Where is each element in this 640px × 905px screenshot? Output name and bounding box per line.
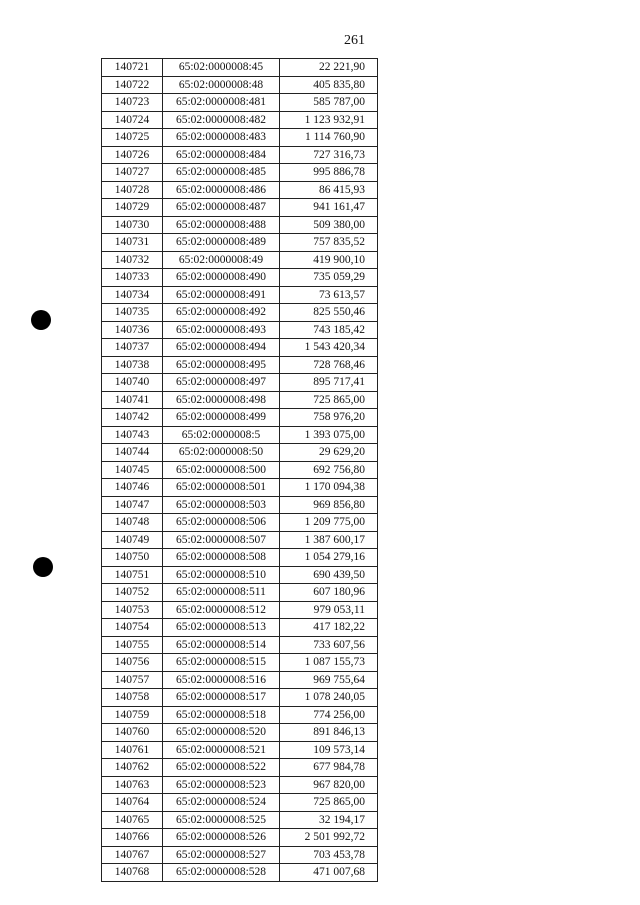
cadastral-number-cell: 65:02:0000008:481 xyxy=(163,94,280,112)
value-cell: 1 054 279,16 xyxy=(280,549,378,567)
cadastral-number-cell: 65:02:0000008:528 xyxy=(163,864,280,882)
row-number-cell: 140744 xyxy=(102,444,163,462)
value-cell: 22 221,90 xyxy=(280,59,378,77)
value-cell: 969 755,64 xyxy=(280,671,378,689)
row-number-cell: 140742 xyxy=(102,409,163,427)
cadastral-number-cell: 65:02:0000008:516 xyxy=(163,671,280,689)
cadastral-number-cell: 65:02:0000008:490 xyxy=(163,269,280,287)
table-row xyxy=(102,199,378,217)
table-row xyxy=(102,391,378,409)
cadastral-number-cell: 65:02:0000008:514 xyxy=(163,636,280,654)
cadastral-number-cell: 65:02:0000008:526 xyxy=(163,829,280,847)
cadastral-number-cell: 65:02:0000008:483 xyxy=(163,129,280,147)
table-row xyxy=(102,76,378,94)
value-cell: 585 787,00 xyxy=(280,94,378,112)
table-row xyxy=(102,444,378,462)
cadastral-number-cell: 65:02:0000008:511 xyxy=(163,584,280,602)
row-number-cell: 140757 xyxy=(102,671,163,689)
table-row xyxy=(102,829,378,847)
value-cell: 32 194,17 xyxy=(280,811,378,829)
value-cell: 690 439,50 xyxy=(280,566,378,584)
row-number-cell: 140736 xyxy=(102,321,163,339)
cadastral-number-cell: 65:02:0000008:5 xyxy=(163,426,280,444)
cadastral-number-cell: 65:02:0000008:500 xyxy=(163,461,280,479)
cadastral-number-cell: 65:02:0000008:515 xyxy=(163,654,280,672)
value-cell: 895 717,41 xyxy=(280,374,378,392)
row-number-cell: 140764 xyxy=(102,794,163,812)
row-number-cell: 140767 xyxy=(102,846,163,864)
cadastral-number-cell: 65:02:0000008:50 xyxy=(163,444,280,462)
value-cell: 1 078 240,05 xyxy=(280,689,378,707)
row-number-cell: 140754 xyxy=(102,619,163,637)
cadastral-table xyxy=(101,58,378,882)
row-number-cell: 140734 xyxy=(102,286,163,304)
value-cell: 509 380,00 xyxy=(280,216,378,234)
value-cell: 471 007,68 xyxy=(280,864,378,882)
value-cell: 405 835,80 xyxy=(280,76,378,94)
row-number-cell: 140758 xyxy=(102,689,163,707)
value-cell: 677 984,78 xyxy=(280,759,378,777)
table-row xyxy=(102,496,378,514)
punch-hole-top xyxy=(31,310,51,330)
table-row xyxy=(102,724,378,742)
cadastral-number-cell: 65:02:0000008:503 xyxy=(163,496,280,514)
row-number-cell: 140752 xyxy=(102,584,163,602)
row-number-cell: 140751 xyxy=(102,566,163,584)
cadastral-number-cell: 65:02:0000008:492 xyxy=(163,304,280,322)
row-number-cell: 140737 xyxy=(102,339,163,357)
cadastral-number-cell: 65:02:0000008:506 xyxy=(163,514,280,532)
cadastral-number-cell: 65:02:0000008:527 xyxy=(163,846,280,864)
value-cell: 1 123 932,91 xyxy=(280,111,378,129)
cadastral-number-cell: 65:02:0000008:45 xyxy=(163,59,280,77)
value-cell: 758 976,20 xyxy=(280,409,378,427)
table-row xyxy=(102,584,378,602)
row-number-cell: 140761 xyxy=(102,741,163,759)
cadastral-number-cell: 65:02:0000008:524 xyxy=(163,794,280,812)
value-cell: 757 835,52 xyxy=(280,234,378,252)
value-cell: 967 820,00 xyxy=(280,776,378,794)
table-row xyxy=(102,479,378,497)
row-number-cell: 140753 xyxy=(102,601,163,619)
row-number-cell: 140756 xyxy=(102,654,163,672)
value-cell: 727 316,73 xyxy=(280,146,378,164)
value-cell: 1 543 420,34 xyxy=(280,339,378,357)
cadastral-number-cell: 65:02:0000008:501 xyxy=(163,479,280,497)
row-number-cell: 140729 xyxy=(102,199,163,217)
table-row xyxy=(102,689,378,707)
value-cell: 607 180,96 xyxy=(280,584,378,602)
page-number: 261 xyxy=(344,33,365,48)
row-number-cell: 140732 xyxy=(102,251,163,269)
value-cell: 825 550,46 xyxy=(280,304,378,322)
value-cell: 1 387 600,17 xyxy=(280,531,378,549)
table-row xyxy=(102,304,378,322)
row-number-cell: 140738 xyxy=(102,356,163,374)
cadastral-number-cell: 65:02:0000008:522 xyxy=(163,759,280,777)
table-row xyxy=(102,164,378,182)
table-row xyxy=(102,794,378,812)
cadastral-number-cell: 65:02:0000008:507 xyxy=(163,531,280,549)
cadastral-number-cell: 65:02:0000008:495 xyxy=(163,356,280,374)
cadastral-number-cell: 65:02:0000008:521 xyxy=(163,741,280,759)
cadastral-number-cell: 65:02:0000008:488 xyxy=(163,216,280,234)
cadastral-number-cell: 65:02:0000008:485 xyxy=(163,164,280,182)
table-row xyxy=(102,654,378,672)
row-number-cell: 140760 xyxy=(102,724,163,742)
table-row xyxy=(102,531,378,549)
table-row xyxy=(102,846,378,864)
value-cell: 419 900,10 xyxy=(280,251,378,269)
table-row xyxy=(102,811,378,829)
row-number-cell: 140750 xyxy=(102,549,163,567)
cadastral-number-cell: 65:02:0000008:510 xyxy=(163,566,280,584)
row-number-cell: 140748 xyxy=(102,514,163,532)
cadastral-number-cell: 65:02:0000008:525 xyxy=(163,811,280,829)
value-cell: 735 059,29 xyxy=(280,269,378,287)
value-cell: 417 182,22 xyxy=(280,619,378,637)
value-cell: 995 886,78 xyxy=(280,164,378,182)
row-number-cell: 140730 xyxy=(102,216,163,234)
table-row xyxy=(102,461,378,479)
cadastral-number-cell: 65:02:0000008:486 xyxy=(163,181,280,199)
value-cell: 728 768,46 xyxy=(280,356,378,374)
row-number-cell: 140745 xyxy=(102,461,163,479)
table-row xyxy=(102,59,378,77)
cadastral-number-cell: 65:02:0000008:520 xyxy=(163,724,280,742)
value-cell: 1 087 155,73 xyxy=(280,654,378,672)
table-row xyxy=(102,601,378,619)
value-cell: 725 865,00 xyxy=(280,794,378,812)
table-row xyxy=(102,269,378,287)
row-number-cell: 140763 xyxy=(102,776,163,794)
table-row xyxy=(102,409,378,427)
row-number-cell: 140723 xyxy=(102,94,163,112)
row-number-cell: 140721 xyxy=(102,59,163,77)
cadastral-number-cell: 65:02:0000008:523 xyxy=(163,776,280,794)
table-row xyxy=(102,94,378,112)
table-row xyxy=(102,216,378,234)
table-row xyxy=(102,356,378,374)
table-row xyxy=(102,339,378,357)
row-number-cell: 140766 xyxy=(102,829,163,847)
cadastral-number-cell: 65:02:0000008:517 xyxy=(163,689,280,707)
row-number-cell: 140755 xyxy=(102,636,163,654)
table-row xyxy=(102,864,378,882)
value-cell: 29 629,20 xyxy=(280,444,378,462)
cadastral-number-cell: 65:02:0000008:482 xyxy=(163,111,280,129)
table-row xyxy=(102,251,378,269)
table-row xyxy=(102,619,378,637)
value-cell: 891 846,13 xyxy=(280,724,378,742)
table-row xyxy=(102,636,378,654)
value-cell: 692 756,80 xyxy=(280,461,378,479)
cadastral-number-cell: 65:02:0000008:48 xyxy=(163,76,280,94)
table-row xyxy=(102,741,378,759)
table-body xyxy=(102,59,378,882)
cadastral-number-cell: 65:02:0000008:512 xyxy=(163,601,280,619)
table-row xyxy=(102,706,378,724)
row-number-cell: 140727 xyxy=(102,164,163,182)
value-cell: 1 170 094,38 xyxy=(280,479,378,497)
row-number-cell: 140762 xyxy=(102,759,163,777)
value-cell: 109 573,14 xyxy=(280,741,378,759)
row-number-cell: 140765 xyxy=(102,811,163,829)
table-row xyxy=(102,566,378,584)
table-row xyxy=(102,759,378,777)
table-row xyxy=(102,671,378,689)
table-row xyxy=(102,286,378,304)
table-row xyxy=(102,146,378,164)
row-number-cell: 140725 xyxy=(102,129,163,147)
value-cell: 1 393 075,00 xyxy=(280,426,378,444)
table-row xyxy=(102,514,378,532)
cadastral-number-cell: 65:02:0000008:518 xyxy=(163,706,280,724)
table-row xyxy=(102,549,378,567)
row-number-cell: 140733 xyxy=(102,269,163,287)
value-cell: 979 053,11 xyxy=(280,601,378,619)
cadastral-number-cell: 65:02:0000008:497 xyxy=(163,374,280,392)
cadastral-number-cell: 65:02:0000008:498 xyxy=(163,391,280,409)
row-number-cell: 140743 xyxy=(102,426,163,444)
row-number-cell: 140731 xyxy=(102,234,163,252)
table-row xyxy=(102,111,378,129)
table-row xyxy=(102,426,378,444)
cadastral-number-cell: 65:02:0000008:499 xyxy=(163,409,280,427)
cadastral-number-cell: 65:02:0000008:491 xyxy=(163,286,280,304)
value-cell: 725 865,00 xyxy=(280,391,378,409)
value-cell: 73 613,57 xyxy=(280,286,378,304)
row-number-cell: 140741 xyxy=(102,391,163,409)
row-number-cell: 140759 xyxy=(102,706,163,724)
table-row xyxy=(102,374,378,392)
cadastral-number-cell: 65:02:0000008:493 xyxy=(163,321,280,339)
value-cell: 969 856,80 xyxy=(280,496,378,514)
row-number-cell: 140735 xyxy=(102,304,163,322)
value-cell: 86 415,93 xyxy=(280,181,378,199)
row-number-cell: 140724 xyxy=(102,111,163,129)
value-cell: 733 607,56 xyxy=(280,636,378,654)
value-cell: 774 256,00 xyxy=(280,706,378,724)
value-cell: 1 209 775,00 xyxy=(280,514,378,532)
cadastral-number-cell: 65:02:0000008:508 xyxy=(163,549,280,567)
table-row xyxy=(102,181,378,199)
cadastral-number-cell: 65:02:0000008:49 xyxy=(163,251,280,269)
cadastral-number-cell: 65:02:0000008:494 xyxy=(163,339,280,357)
row-number-cell: 140768 xyxy=(102,864,163,882)
cadastral-number-cell: 65:02:0000008:489 xyxy=(163,234,280,252)
cadastral-number-cell: 65:02:0000008:484 xyxy=(163,146,280,164)
row-number-cell: 140740 xyxy=(102,374,163,392)
table-row xyxy=(102,234,378,252)
cadastral-number-cell: 65:02:0000008:487 xyxy=(163,199,280,217)
value-cell: 1 114 760,90 xyxy=(280,129,378,147)
value-cell: 703 453,78 xyxy=(280,846,378,864)
row-number-cell: 140747 xyxy=(102,496,163,514)
value-cell: 2 501 992,72 xyxy=(280,829,378,847)
value-cell: 743 185,42 xyxy=(280,321,378,339)
table-row xyxy=(102,129,378,147)
row-number-cell: 140749 xyxy=(102,531,163,549)
row-number-cell: 140726 xyxy=(102,146,163,164)
cadastral-number-cell: 65:02:0000008:513 xyxy=(163,619,280,637)
table-row xyxy=(102,321,378,339)
row-number-cell: 140722 xyxy=(102,76,163,94)
row-number-cell: 140746 xyxy=(102,479,163,497)
punch-hole-bottom xyxy=(33,557,53,577)
value-cell: 941 161,47 xyxy=(280,199,378,217)
table-row xyxy=(102,776,378,794)
row-number-cell: 140728 xyxy=(102,181,163,199)
